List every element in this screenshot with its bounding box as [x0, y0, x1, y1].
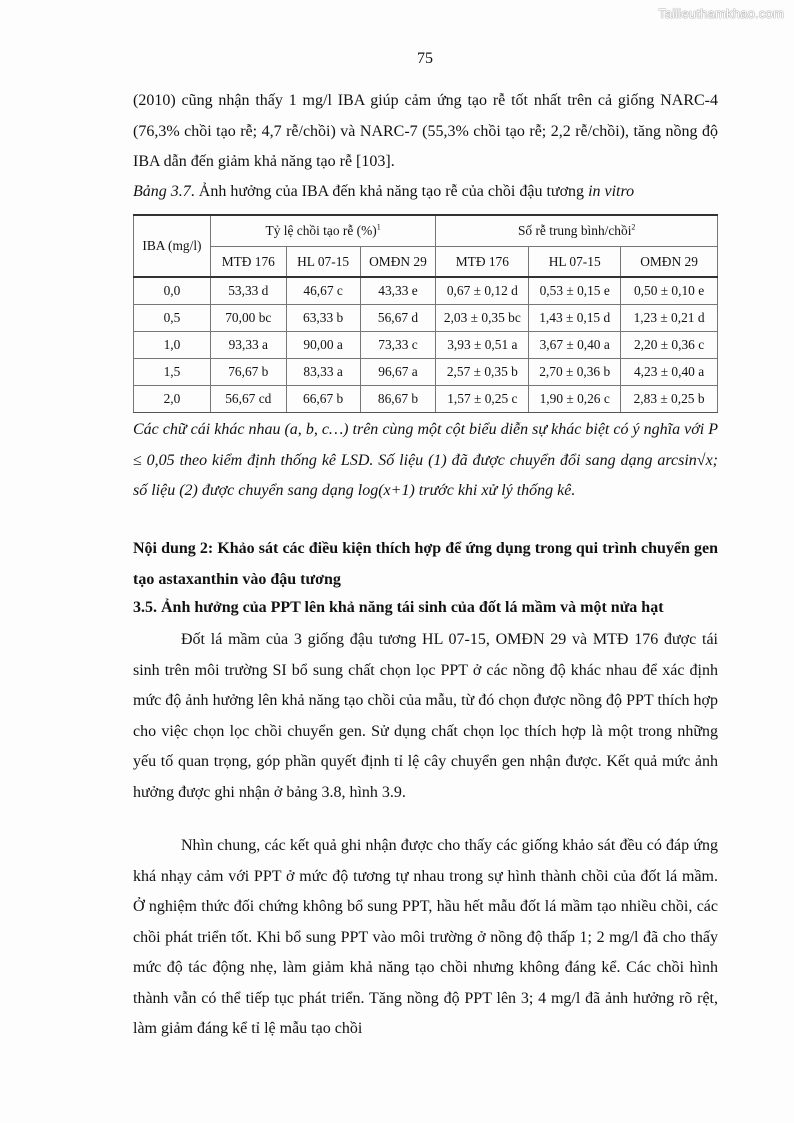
body-paragraph-2: Nhìn chung, các kết quả ghi nhận được cho thấy các giống khảo sát đều có đáp ứng khá nhạy cảm với PPT ở mức độ tương tự nhau trong sự hình thành chồi của đốt lá mầm. Ở nghiệm thức đối chứng không bổ sung PPT, hầu hết mẫu đốt lá mầm tạo nhiều chồi, các chồi phát triển tốt. Khi bổ sung PPT vào môi trường ở nồng độ thấp 1; 2 mg/l đã cho thấy mức độ tác động nhẹ, làm giảm khả năng tạo chồi nhưng không đáng kể. Các chồi hình thành vẫn có thể tiếp tục phát triển. Tăng nồng độ PPT lên 3; 4 mg/l đã ảnh hưởng rõ rệt, làm giảm đáng kể tỉ lệ mẫu tạo chồi — [133, 837, 718, 1037]
table-row — [134, 277, 718, 305]
cell: 56,67 cd — [210, 386, 286, 413]
cell: 70,00 bc — [210, 305, 286, 332]
table-caption-label: Bảng 3.7 — [133, 183, 191, 200]
table-header-row-1 — [134, 215, 718, 247]
col-header: OMĐN 29 — [360, 247, 436, 278]
watermark: Tailieuthamkhao.com — [658, 6, 784, 21]
cell: 1,43 ± 0,15 d — [529, 305, 621, 332]
cell: 43,33 e — [360, 277, 436, 305]
table-row — [134, 359, 718, 386]
col-header: MTĐ 176 — [210, 247, 286, 278]
cell: 0,67 ± 0,12 d — [436, 277, 529, 305]
header-group-rooting-rate: Tỷ lệ chồi tạo rễ (%)$^1$ — [210, 215, 436, 247]
col-header: HL 07-15 — [286, 247, 360, 278]
cell: 73,33 c — [360, 332, 436, 359]
cell: 0,53 ± 0,15 e — [529, 277, 621, 305]
table-caption-text: . Ảnh hưởng của IBA đến khả năng tạo rễ của chồi đậu tương — [190, 183, 589, 200]
table-row — [134, 305, 718, 332]
cell: 1,23 ± 0,21 d — [621, 305, 718, 332]
table-row — [134, 332, 718, 359]
cell: 66,67 b — [286, 386, 360, 413]
iba-rooting-table — [133, 214, 718, 413]
col-header: HL 07-15 — [529, 247, 621, 278]
table-note: Các chữ cái khác nhau (a, b, c…) trên cùng một cột biểu diễn sự khác biệt có ý nghĩa với P ≤ 0,05 theo kiểm định thống kê LSD. Số liệu (1) đã được chuyển đổi sang dạng arcsin√x; số liệu (2) được chuyển sang dạng log(x+1) trước khi xử lý thống kê. — [133, 421, 718, 499]
cell: 4,23 ± 0,40 a — [621, 359, 718, 386]
cell: 2,70 ± 0,36 b — [529, 359, 621, 386]
cell: 2,03 ± 0,35 bc — [436, 305, 529, 332]
cell: 2,20 ± 0,36 c — [621, 332, 718, 359]
cell-iba: 1,0 — [134, 332, 211, 359]
table-caption-italic: in vitro — [588, 183, 635, 200]
cell: 3,93 ± 0,51 a — [436, 332, 529, 359]
cell: 1,90 ± 0,26 c — [529, 386, 621, 413]
cell: 63,33 b — [286, 305, 360, 332]
cell: 90,00 a — [286, 332, 360, 359]
cell: 83,33 a — [286, 359, 360, 386]
table-caption — [133, 178, 634, 206]
col-header: OMĐN 29 — [621, 247, 718, 278]
cell: 56,67 d — [360, 305, 436, 332]
cell: 2,83 ± 0,25 b — [621, 386, 718, 413]
page-number: 75 — [417, 50, 433, 67]
cell-iba: 1,5 — [134, 359, 211, 386]
cell: 76,67 b — [210, 359, 286, 386]
body-paragraph-1: Đốt lá mầm của 3 giống đậu tương HL 07-15, OMĐN 29 và MTĐ 176 được tái sinh trên môi trường SI bổ sung chất chọn lọc PPT ở các nồng độ khác nhau để xác định mức độ ảnh hưởng lên khả năng tạo chồi của mẫu, từ đó chọn được nồng độ PPT thích hợp cho việc chọn lọc chồi chuyển gen. Sử dụng chất chọn lọc thích hợp là một trong những yếu tố quan trọng, góp phần quyết định tỉ lệ cây chuyển gen nhận được. Kết quả mức ảnh hưởng được ghi nhận ở bảng 3.8, hình 3.9. — [133, 631, 718, 801]
cell-iba: 0,5 — [134, 305, 211, 332]
cell: 46,67 c — [286, 277, 360, 305]
cell: 53,33 d — [210, 277, 286, 305]
cell-iba: 0,0 — [134, 277, 211, 305]
section-heading: 3.5. Ảnh hưởng của PPT lên khả năng tái sinh của đốt lá mầm và một nửa hạt — [133, 599, 664, 616]
intro-paragraph: (2010) cũng nhận thấy 1 mg/l IBA giúp cảm ứng tạo rễ tốt nhất trên cả giống NARC-4 (76,3% chồi tạo rễ; 4,7 rễ/chồi) và NARC-7 (55,3% chồi tạo rễ; 2,2 rễ/chồi), tăng nồng độ IBA dẫn đến giảm khả năng tạo rễ [103]. — [133, 92, 718, 170]
cell: 93,33 a — [210, 332, 286, 359]
col-header: MTĐ 176 — [436, 247, 529, 278]
table-row — [134, 386, 718, 413]
cell: 3,67 ± 0,40 a — [529, 332, 621, 359]
cell-iba: 2,0 — [134, 386, 211, 413]
table-header-row-2 — [134, 247, 718, 278]
header-iba: IBA (mg/l) — [134, 215, 211, 277]
content-heading: Nội dung 2: Khảo sát các điều kiện thích hợp để ứng dụng trong qui trình chuyển gen tạo astaxanthin vào đậu tương — [133, 540, 718, 588]
cell: 2,57 ± 0,35 b — [436, 359, 529, 386]
cell: 1,57 ± 0,25 c — [436, 386, 529, 413]
header-group-root-count: Số rễ trung bình/chồi$^2$ — [436, 215, 718, 247]
cell: 0,50 ± 0,10 e — [621, 277, 718, 305]
cell: 96,67 a — [360, 359, 436, 386]
cell: 86,67 b — [360, 386, 436, 413]
